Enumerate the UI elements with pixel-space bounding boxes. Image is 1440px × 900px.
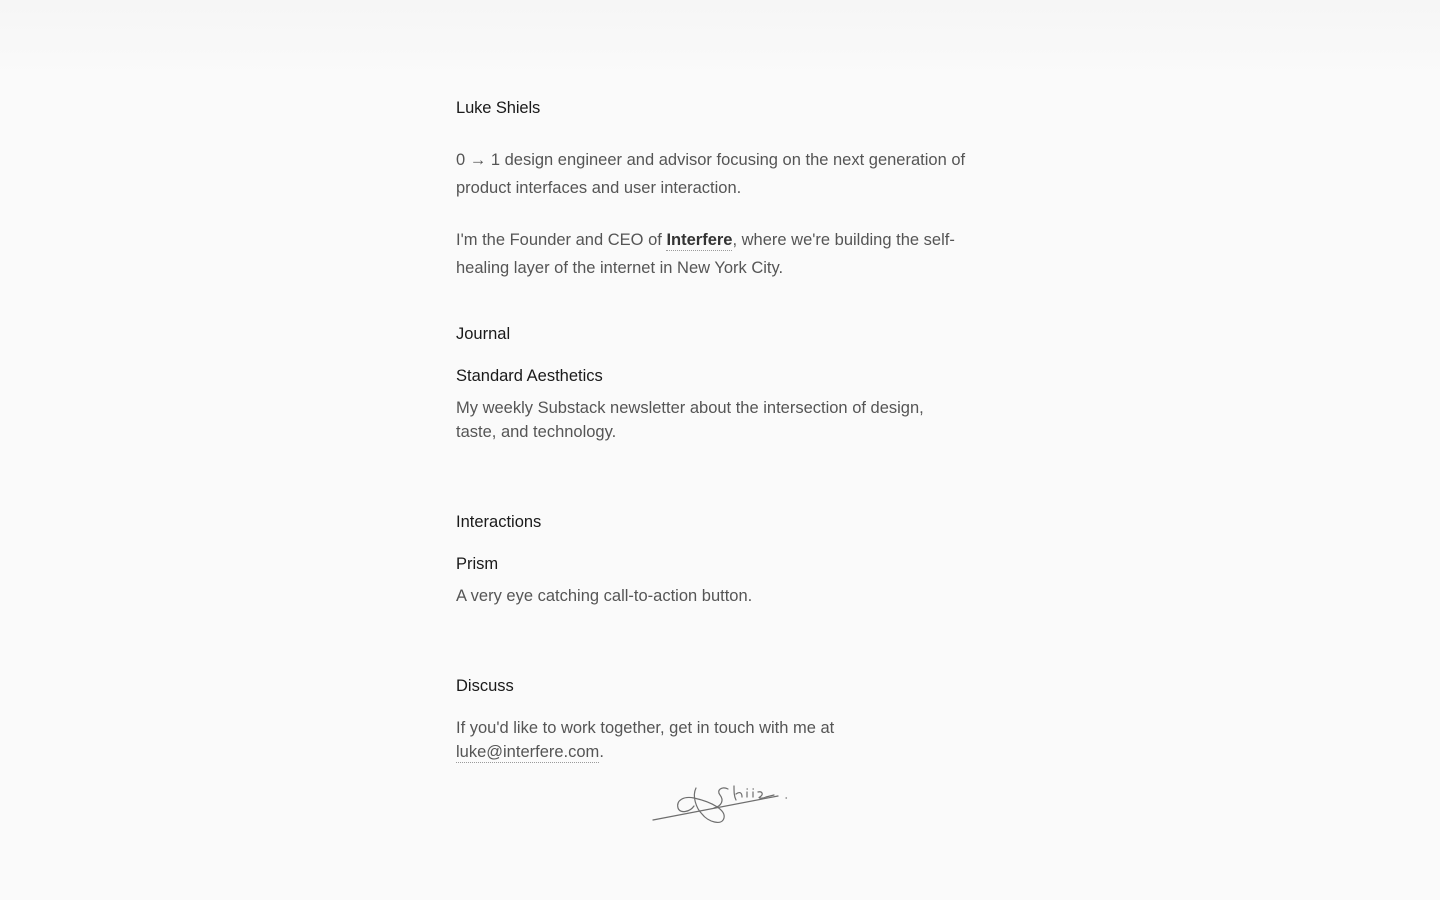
journal-entry-description: My weekly Substack newsletter about the intersection of design, taste, and technology. bbox=[456, 399, 924, 441]
discuss-prefix: If you'd like to work together, get in touch with me at bbox=[456, 719, 835, 737]
journal-entry-standard-aesthetics[interactable] bbox=[456, 364, 986, 444]
main-column bbox=[456, 96, 986, 764]
about-suffix: , where we're building the self-healing layer of the internet in New York City. bbox=[456, 231, 955, 277]
page-title: Luke Shiels bbox=[456, 99, 541, 117]
signature-icon bbox=[650, 780, 790, 830]
discuss-heading: Discuss bbox=[456, 677, 514, 695]
interaction-entry-title: Prism bbox=[456, 555, 499, 573]
email-link[interactable]: luke@interfere.com bbox=[456, 743, 600, 761]
top-fade bbox=[0, 0, 1440, 80]
tagline: 0 → 1 design engineer and advisor focusing on the next generation of product interfaces and user interaction. bbox=[456, 151, 966, 197]
signature-stroke-s bbox=[714, 788, 728, 808]
about-prefix: I'm the Founder and CEO of bbox=[456, 231, 667, 249]
company-link[interactable]: Interfere bbox=[666, 231, 733, 249]
journal-entry-title: Standard Aesthetics bbox=[456, 367, 603, 385]
interaction-entry-prism[interactable] bbox=[456, 552, 986, 608]
journal-heading: Journal bbox=[456, 325, 511, 343]
interaction-entry-description: A very eye catching call-to-action button. bbox=[456, 587, 753, 605]
about-paragraph bbox=[456, 226, 986, 282]
interactions-heading: Interactions bbox=[456, 513, 542, 531]
discuss-paragraph bbox=[456, 716, 986, 764]
signature-stroke-loop bbox=[678, 788, 724, 822]
discuss-suffix: . bbox=[599, 743, 604, 761]
